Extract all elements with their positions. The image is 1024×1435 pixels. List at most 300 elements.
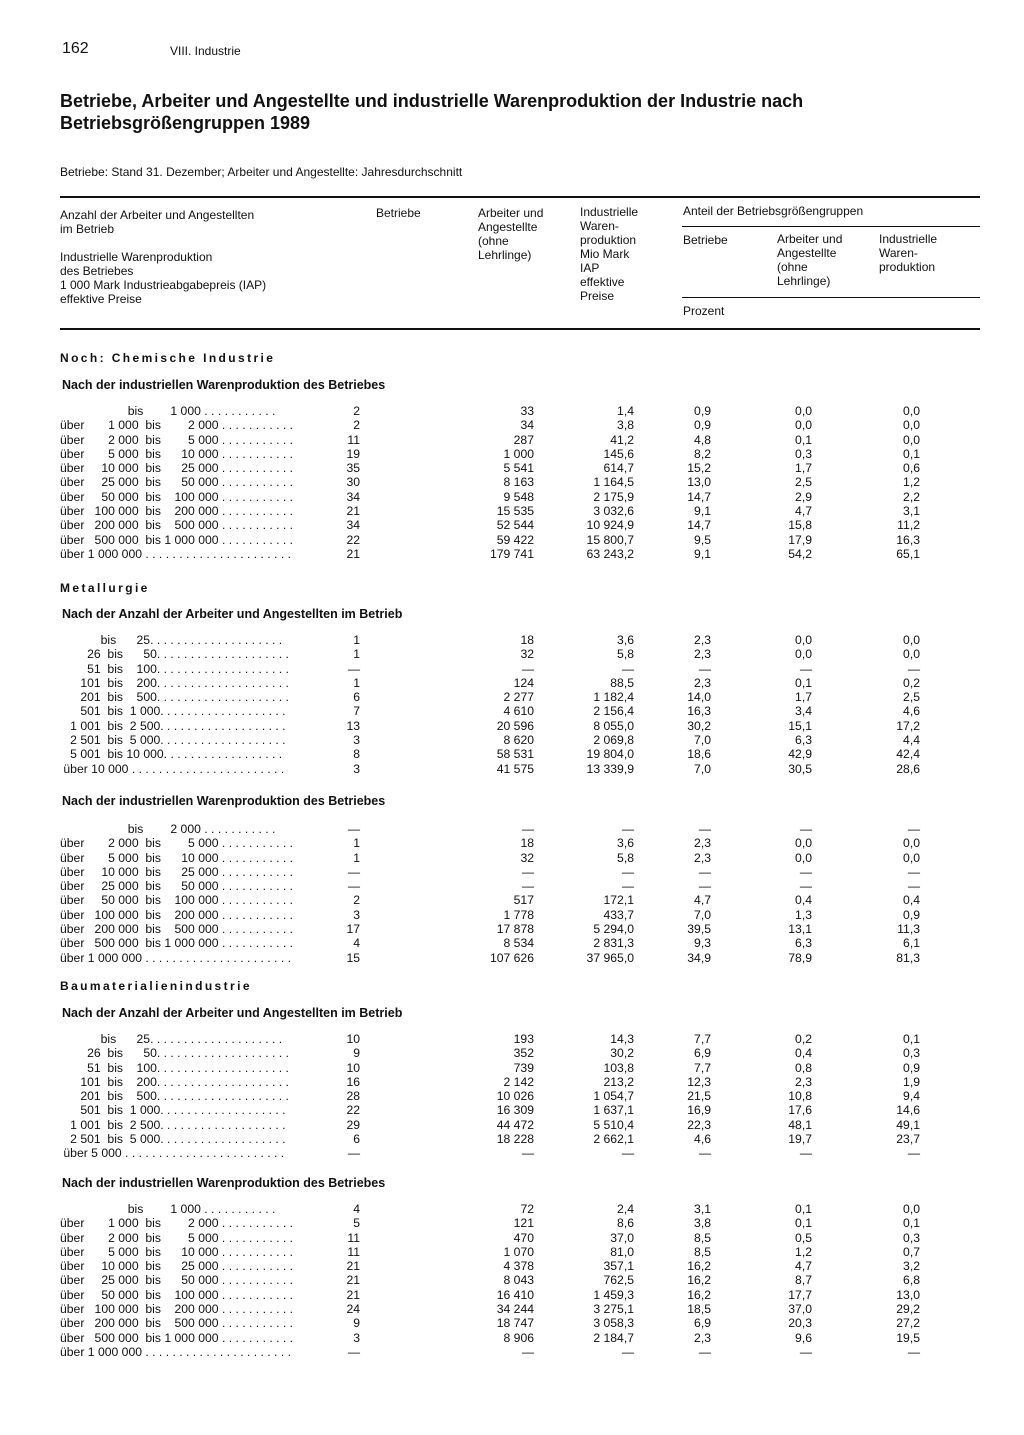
row-label: über 50 000 bis 100 000 . . . . . . . . . . . [60,489,294,504]
stub-header: Anzahl der Arbeiter und Angestellten im Betrieb Industrielle Warenproduktion des Betriebes 1 000 Mark Industrieabgabepreis (IAP) effektive Preise [60,208,267,306]
anteil-betriebe-value: — [698,822,711,836]
anteil-betriebe-value: 2,3 [694,1330,711,1345]
anteil-arbeiter-value: 54,2 [788,546,812,561]
anteil-betriebe-value: 12,3 [687,1074,711,1089]
anteil-produktion-value: 14,6 [896,1103,920,1118]
row-label: bis 2 000 . . . . . . . . . . . [60,822,276,836]
table-row [60,1075,940,1089]
produktion-value: 1 459,3 [593,1287,634,1302]
arbeiter-value: — [521,1146,534,1161]
row-label: über 2 000 bis 5 000 . . . . . . . . . . . [60,1230,294,1245]
anteil-betriebe-value: 3,8 [694,1216,711,1231]
produktion-value: 30,2 [610,1046,634,1061]
table-row [60,647,940,661]
page-number: 162 [62,40,89,57]
produktion-value: 5,8 [617,850,634,865]
anteil-arbeiter-value: 0,4 [795,893,812,908]
anteil-arbeiter-value: — [799,661,812,676]
anteil-betriebe-value: 7,0 [694,907,711,922]
anteil-produktion-value: 65,1 [896,546,920,561]
anteil-produktion-value: 6,8 [903,1273,920,1288]
anteil-arbeiter-value: 1,3 [795,907,812,922]
produktion-value: 88,5 [610,675,634,690]
row-label: 501 bis 1 000. . . . . . . . . . . . . . . . . . . [60,1103,286,1118]
row-label: über 1 000 bis 2 000 . . . . . . . . . . . [60,418,294,433]
anteil-produktion-value: — [907,661,920,676]
betriebe-value: 1 [353,633,360,647]
produktion-value: 8,6 [617,1216,634,1231]
anteil-produktion-value: 2,5 [903,690,920,705]
anteil-produktion-value: 0,0 [903,418,920,433]
arbeiter-value: 18 [520,633,534,647]
produktion-value: 13 339,9 [586,761,634,776]
arbeiter-header: Arbeiter und Angestellte (ohne Lehrlinge) [478,206,544,262]
row-label: über 200 000 bis 500 000 . . . . . . . . . . . [60,922,294,937]
group-title: Nach der industriellen Warenproduktion des Betriebes [62,378,386,392]
betriebe-value: 15 [346,950,360,965]
anteil-betriebe-value: — [698,879,711,894]
arbeiter-value: 124 [513,675,534,690]
row-label: über 500 000 bis 1 000 000 . . . . . . . . . . . [60,936,294,951]
produktion-value: 3 058,3 [593,1316,634,1331]
row-label: 2 501 bis 5 000. . . . . . . . . . . . . . . . . . . [60,733,286,748]
table-row [60,893,940,907]
table-row [60,733,940,747]
arbeiter-value: 470 [513,1230,534,1245]
anteil-produktion-value: 81,3 [896,950,920,965]
betriebe-value: 2 [353,404,360,418]
anteil-betriebe-header: Betriebe [683,233,728,247]
anteil-rule [682,226,980,227]
table-row [60,865,940,879]
table-row [60,1273,940,1287]
anteil-produktion-value: 3,1 [903,504,920,519]
row-label: über 10 000 bis 25 000 . . . . . . . . . . . [60,864,294,879]
produktion-value: 1,4 [617,404,634,418]
row-label: 201 bis 500. . . . . . . . . . . . . . . . . . . . [60,690,289,705]
produktion-value: 3,6 [617,836,634,851]
betriebe-value: 28 [346,1089,360,1104]
table-row [60,951,940,965]
anteil-betriebe-value: 0,9 [694,418,711,433]
anteil-produktion-value: — [907,1344,920,1359]
anteil-header: Anteil der Betriebsgrößengruppen [683,204,864,218]
produktion-value: 2 662,1 [593,1132,634,1147]
betriebe-value: 4 [353,936,360,951]
anteil-arbeiter-value: 48,1 [788,1117,812,1132]
arbeiter-value: 8 906 [503,1330,534,1345]
anteil-betriebe-value: 18,6 [687,747,711,762]
produktion-value: 10 924,9 [586,518,634,533]
arbeiter-value: 8 163 [503,475,534,490]
betriebe-value: 21 [346,504,360,519]
row-label: 26 bis 50. . . . . . . . . . . . . . . . . . . . [60,1046,289,1061]
row-label: über 200 000 bis 500 000 . . . . . . . . . . . [60,1316,294,1331]
produktion-value: 5,8 [617,647,634,662]
anteil-arbeiter-value: 17,7 [788,1287,812,1302]
arbeiter-value: 16 410 [496,1287,534,1302]
arbeiter-value: 33 [520,404,534,418]
anteil-produktion-value: 0,3 [903,1230,920,1245]
page-title: Betriebe, Arbeiter und Angestellte und industrielle Warenproduktion der Industrie nach Betriebsgrößengruppen 1989 [60,91,804,133]
arbeiter-value: 72 [520,1202,534,1216]
produktion-value: 2 175,9 [593,489,634,504]
table-row [60,676,940,690]
group-title: Nach der Anzahl der Arbeiter und Angestellten im Betrieb [62,607,403,621]
anteil-arbeiter-value: 1,2 [795,1244,812,1259]
table-row [60,1302,940,1316]
anteil-produktion-value: 1,9 [903,1074,920,1089]
anteil-produktion-value: 0,0 [903,850,920,865]
anteil-arbeiter-value: 8,7 [795,1273,812,1288]
arbeiter-value: 17 878 [496,922,534,937]
arbeiter-value: 41 575 [496,761,534,776]
anteil-produktion-value: 0,1 [903,1032,920,1046]
anteil-produktion-value: — [907,822,920,836]
table-row [60,504,940,518]
prozent-label: Prozent [683,304,725,318]
produktion-value: 213,2 [603,1074,634,1089]
table-row [60,662,940,676]
row-label: bis 1 000 . . . . . . . . . . . [60,404,276,418]
anteil-produktion-value: 3,2 [903,1259,920,1274]
betriebe-value: 34 [346,489,360,504]
anteil-arbeiter-value: 20,3 [788,1316,812,1331]
anteil-arbeiter-value: — [799,822,812,836]
anteil-betriebe-value: 14,0 [687,690,711,705]
betriebe-value: 21 [346,1287,360,1302]
produktion-value: — [621,822,634,836]
anteil-arbeiter-value: 1,7 [795,461,812,476]
table-row [60,1331,940,1345]
row-label: 51 bis 100. . . . . . . . . . . . . . . . . . . . [60,1060,289,1075]
arbeiter-value: 1 778 [503,907,534,922]
arbeiter-value: 59 422 [496,532,534,547]
anteil-betriebe-value: 8,5 [694,1244,711,1259]
produktion-value: 1 637,1 [593,1103,634,1118]
produktion-value: — [621,1344,634,1359]
produktion-value: 103,8 [603,1060,634,1075]
produktion-value: 1 054,7 [593,1089,634,1104]
row-label: über 200 000 bis 500 000 . . . . . . . . . . . [60,518,294,533]
row-label: über 1 000 000 . . . . . . . . . . . . . . . . . . . . . . [60,1344,291,1359]
arbeiter-value: 5 541 [503,461,534,476]
group-title: Nach der industriellen Warenproduktion des Betriebes [62,1176,386,1190]
anteil-arbeiter-value: 37,0 [788,1302,812,1317]
row-label: bis 25. . . . . . . . . . . . . . . . . . . . [60,633,283,647]
arbeiter-value: 34 244 [496,1302,534,1317]
arbeiter-value: 2 142 [503,1074,534,1089]
table-row [60,1132,940,1146]
produktion-value: — [621,661,634,676]
anteil-betriebe-value: 16,9 [687,1103,711,1118]
table-row [60,418,940,432]
table-row [60,475,940,489]
row-label: über 2 000 bis 5 000 . . . . . . . . . . . [60,836,294,851]
produktion-value: 63 243,2 [586,546,634,561]
betriebe-value: 3 [353,1330,360,1345]
betriebe-value: 7 [353,704,360,719]
betriebe-value: 6 [353,1132,360,1147]
produktion-value: — [621,864,634,879]
anteil-betriebe-value: 9,3 [694,936,711,951]
anteil-betriebe-value: 2,3 [694,633,711,647]
arbeiter-value: 18 747 [496,1316,534,1331]
anteil-betriebe-value: 2,3 [694,675,711,690]
anteil-betriebe-value: 13,0 [687,475,711,490]
arbeiter-value: 18 228 [496,1132,534,1147]
anteil-produktion-value: — [907,1146,920,1161]
produktion-value: 5 294,0 [593,922,634,937]
row-label: 201 bis 500. . . . . . . . . . . . . . . . . . . . [60,1089,289,1104]
arbeiter-value: 8 620 [503,733,534,748]
table-row [60,1061,940,1075]
anteil-produktion-value: 0,4 [903,893,920,908]
arbeiter-value: 2 277 [503,690,534,705]
betriebe-value: 19 [346,446,360,461]
anteil-produktion-value: 49,1 [896,1117,920,1132]
table-row [60,719,940,733]
produktion-value: 3,8 [617,418,634,433]
row-label: 101 bis 200. . . . . . . . . . . . . . . . . . . . [60,675,289,690]
row-label: über 1 000 000 . . . . . . . . . . . . . . . . . . . . . . [60,546,291,561]
anteil-produktion-value: 0,3 [903,1046,920,1061]
table-row [60,404,940,418]
anteil-produktion-value: 17,2 [896,718,920,733]
header-bottom-rule [60,328,980,330]
anteil-arbeiter-header: Arbeiter und Angestellte (ohne Lehrlinge) [777,232,843,288]
table-row [60,851,940,865]
anteil-betriebe-value: 6,9 [694,1316,711,1331]
anteil-betriebe-value: — [698,661,711,676]
anteil-betriebe-value: 7,7 [694,1060,711,1075]
arbeiter-value: 739 [513,1060,534,1075]
produktion-value: 3 275,1 [593,1302,634,1317]
anteil-betriebe-value: 15,2 [687,461,711,476]
anteil-betriebe-value: 22,3 [687,1117,711,1132]
table-row [60,747,940,761]
table-row [60,1216,940,1230]
arbeiter-value: 352 [513,1046,534,1061]
anteil-betriebe-value: 7,0 [694,733,711,748]
table-row [60,836,940,850]
anteil-arbeiter-value: 13,1 [788,922,812,937]
produktion-value: — [621,879,634,894]
row-label: über 2 000 bis 5 000 . . . . . . . . . . . [60,432,294,447]
anteil-betriebe-value: 2,3 [694,647,711,662]
data-table [60,1032,940,1161]
arbeiter-value: 517 [513,893,534,908]
table-row [60,908,940,922]
anteil-arbeiter-value: 6,3 [795,733,812,748]
arbeiter-value: 10 026 [496,1089,534,1104]
anteil-produktion-value: 4,6 [903,704,920,719]
arbeiter-value: 8 043 [503,1273,534,1288]
arbeiter-value: 44 472 [496,1117,534,1132]
produktion-value: 37 965,0 [586,950,634,965]
anteil-betriebe-value: — [698,864,711,879]
table-row [60,1089,940,1103]
anteil-betriebe-value: 21,5 [687,1089,711,1104]
anteil-produktion-value: 19,5 [896,1330,920,1345]
anteil-arbeiter-value: 78,9 [788,950,812,965]
table-row [60,518,940,532]
anteil-produktion-value: 1,2 [903,475,920,490]
anteil-produktion-value: 0,6 [903,461,920,476]
row-label: über 25 000 bis 50 000 . . . . . . . . . . . [60,1273,294,1288]
betriebe-value: 1 [353,675,360,690]
table-row [60,704,940,718]
row-label: über 100 000 bis 200 000 . . . . . . . . . . . [60,1302,294,1317]
produktion-value: 5 510,4 [593,1117,634,1132]
anteil-arbeiter-value: 0,0 [795,404,812,418]
anteil-betriebe-value: 8,2 [694,446,711,461]
table-row [60,690,940,704]
data-table [60,404,940,561]
table-row [60,762,940,776]
row-label: über 50 000 bis 100 000 . . . . . . . . . . . [60,1287,294,1302]
anteil-betriebe-value: 4,7 [694,893,711,908]
arbeiter-value: 32 [520,647,534,662]
arbeiter-value: 287 [513,432,534,447]
anteil-produktion-value: 27,2 [896,1316,920,1331]
row-label: 26 bis 50. . . . . . . . . . . . . . . . . . . . [60,647,289,662]
anteil-produktion-value: — [907,879,920,894]
arbeiter-value: 4 610 [503,704,534,719]
arbeiter-value: 193 [513,1032,534,1046]
betriebe-value: 22 [346,1103,360,1118]
anteil-betriebe-value: 2,3 [694,836,711,851]
section-label: VIII. Industrie [170,44,241,58]
betriebe-value: 11 [347,1230,360,1245]
row-label: 101 bis 200. . . . . . . . . . . . . . . . . . . . [60,1074,289,1089]
betriebe-value: 3 [353,907,360,922]
anteil-arbeiter-value: 0,0 [795,836,812,851]
produktion-header: Industrielle Waren- produktion Mio Mark IAP effektive Preise [580,205,639,303]
anteil-arbeiter-value: 2,3 [795,1074,812,1089]
anteil-arbeiter-value: 0,1 [795,432,812,447]
anteil-produktion-value: 2,2 [903,489,920,504]
row-label: über 500 000 bis 1 000 000 . . . . . . . . . . . [60,1330,294,1345]
row-label: über 100 000 bis 200 000 . . . . . . . . . . . [60,907,294,922]
anteil-arbeiter-value: 4,7 [795,504,812,519]
arbeiter-value: 9 548 [503,489,534,504]
table-row [60,533,940,547]
table-row [60,1118,940,1132]
anteil-produktion-value: 28,6 [896,761,920,776]
produktion-value: 762,5 [603,1273,634,1288]
anteil-arbeiter-value: 0,2 [795,1032,812,1046]
table-row [60,1259,940,1273]
anteil-betriebe-value: — [698,1344,711,1359]
betriebe-value: 1 [353,836,360,851]
anteil-arbeiter-value: 0,1 [795,1216,812,1231]
anteil-produktion-value: 6,1 [903,936,920,951]
anteil-arbeiter-value: — [799,1146,812,1161]
row-label: über 25 000 bis 50 000 . . . . . . . . . . . [60,879,294,894]
anteil-betriebe-value: 30,2 [687,718,711,733]
betriebe-value: 16 [346,1074,360,1089]
anteil-betriebe-value: 8,5 [694,1230,711,1245]
anteil-arbeiter-value: 0,3 [795,446,812,461]
anteil-arbeiter-value: 15,1 [788,718,812,733]
arbeiter-value: 121 [513,1216,534,1231]
anteil-betriebe-value: 9,1 [694,546,711,561]
section-title: Baumaterialienindustrie [60,979,252,993]
anteil-betriebe-value: 0,9 [694,404,711,418]
table-row [60,490,940,504]
row-label: über 5 000 . . . . . . . . . . . . . . . . . . . . . . . . [60,1146,285,1161]
group-title: Nach der Anzahl der Arbeiter und Angestellten im Betrieb [62,1006,403,1020]
anteil-arbeiter-value: 2,5 [795,475,812,490]
table-row [60,1245,940,1259]
anteil-produktion-value: 0,0 [903,647,920,662]
anteil-arbeiter-value: 0,1 [795,1202,812,1216]
anteil-arbeiter-value: 0,5 [795,1230,812,1245]
anteil-produktion-value: 0,1 [903,446,920,461]
prozent-rule [682,297,980,298]
anteil-produktion-header: Industrielle Waren- produktion [879,232,938,274]
arbeiter-value: 32 [520,850,534,865]
anteil-arbeiter-value: 0,0 [795,633,812,647]
row-label: über 500 000 bis 1 000 000 . . . . . . . . . . . [60,532,294,547]
anteil-arbeiter-value: 0,1 [795,675,812,690]
anteil-produktion-value: 13,0 [896,1287,920,1302]
anteil-arbeiter-value: 2,9 [795,489,812,504]
anteil-arbeiter-value: 6,3 [795,936,812,951]
betriebe-value: 8 [353,747,360,762]
arbeiter-value: — [521,879,534,894]
anteil-produktion-value: 42,4 [896,747,920,762]
produktion-value: — [621,1146,634,1161]
row-label: über 5 000 bis 10 000 . . . . . . . . . . . [60,446,294,461]
table-row [60,1202,940,1216]
table-row [60,1345,940,1359]
anteil-produktion-value: 0,0 [903,432,920,447]
row-label: 1 001 bis 2 500. . . . . . . . . . . . . . . . . . . [60,718,286,733]
anteil-betriebe-value: 7,7 [694,1032,711,1046]
table-row [60,1316,940,1330]
anteil-betriebe-value: 9,5 [694,532,711,547]
table-row [60,433,940,447]
betriebe-value: — [347,1344,360,1359]
betriebe-value: — [347,822,360,836]
arbeiter-value: — [521,1344,534,1359]
anteil-arbeiter-value: 4,7 [795,1259,812,1274]
anteil-betriebe-value: 14,7 [687,489,711,504]
betriebe-value: 10 [346,1032,360,1046]
betriebe-value: 3 [353,761,360,776]
produktion-value: 15 800,7 [586,532,634,547]
anteil-arbeiter-value: 17,6 [788,1103,812,1118]
group-title: Nach der industriellen Warenproduktion des Betriebes [62,794,386,808]
section-title: Metallurgie [60,581,150,595]
produktion-value: 8 055,0 [593,718,634,733]
betriebe-value: 6 [353,690,360,705]
betriebe-value: — [347,661,360,676]
betriebe-value: 29 [346,1117,360,1132]
arbeiter-value: 16 309 [496,1103,534,1118]
anteil-produktion-value: 0,0 [903,404,920,418]
produktion-value: 2,4 [617,1202,634,1216]
anteil-betriebe-value: 16,2 [687,1273,711,1288]
produktion-value: 81,0 [610,1244,634,1259]
anteil-arbeiter-value: 9,6 [795,1330,812,1345]
produktion-value: 14,3 [610,1032,634,1046]
arbeiter-value: 58 531 [496,747,534,762]
arbeiter-value: 18 [520,836,534,851]
produktion-value: 19 804,0 [586,747,634,762]
